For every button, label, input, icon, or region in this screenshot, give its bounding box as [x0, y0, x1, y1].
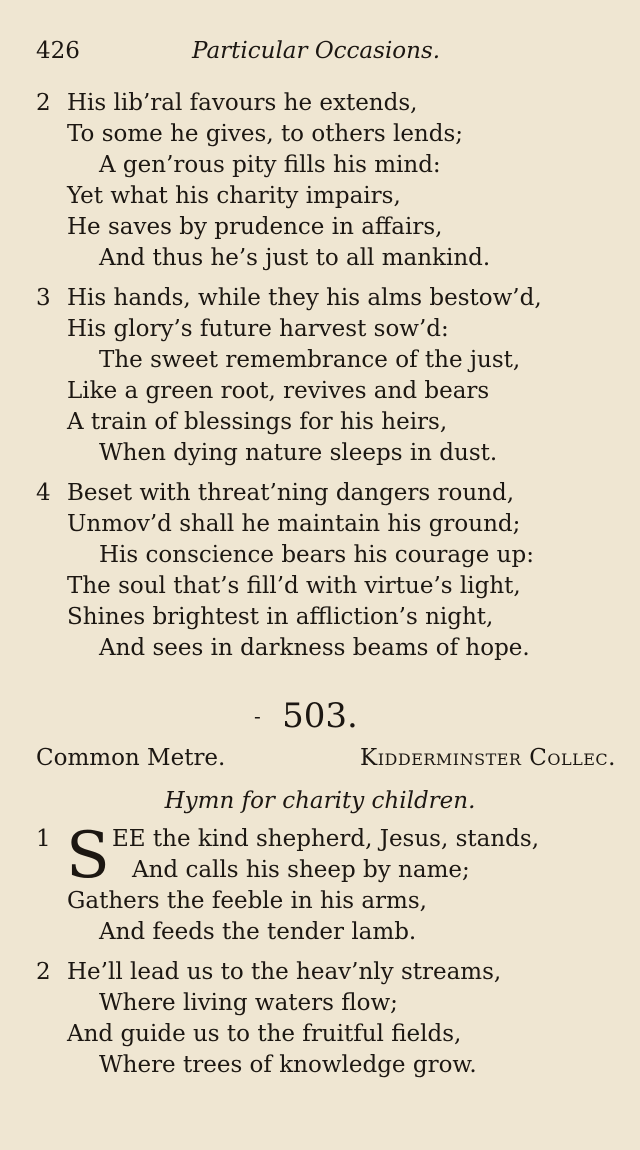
- verse-line: And sees in darkness beams of hope.: [99, 635, 530, 661]
- verse-line: Where trees of knowledge grow.: [99, 1052, 477, 1078]
- hymn-number-text: 503.: [282, 696, 358, 736]
- verse-line: And thus he’s just to all mankind.: [99, 245, 491, 271]
- running-head: Particular Occasions.: [192, 38, 441, 64]
- verse-line: Yet what his charity impairs,: [67, 183, 401, 209]
- stanza-number: 1: [36, 826, 51, 852]
- verse-line: His glory’s future harvest sow’d:: [67, 316, 449, 342]
- verse-line: Gathers the feeble in his arms,: [67, 888, 427, 914]
- hymn-stanza-1: [36, 855, 616, 948]
- drop-cap: S: [66, 819, 110, 893]
- verse-line: He saves by prudence in affairs,: [67, 214, 443, 240]
- verse-line: 3 His hands, while they his alms bestow’d,: [36, 283, 616, 314]
- hymn-subtitle: Hymn for charity children.: [164, 788, 476, 814]
- verse-line: His conscience bears his courage up:: [99, 542, 534, 568]
- verse-line: Unmov’d shall he maintain his ground;: [67, 511, 521, 537]
- verse-line: The soul that’s fill’d with virtue’s light,: [67, 573, 521, 599]
- stanza-3: [36, 283, 616, 469]
- stanza-number: 2: [36, 90, 51, 116]
- verse-line: A train of blessings for his heirs,: [67, 409, 448, 435]
- stanza-number: 4: [36, 480, 51, 506]
- verse-line: Like a green root, revives and bears: [67, 378, 490, 404]
- hymn-number: [0, 694, 640, 738]
- verse-line: EE the kind shepherd, Jesus, stands,: [112, 826, 540, 852]
- verse-line: The sweet remembrance of the just,: [99, 347, 521, 373]
- verse-line: And feeds the tender lamb.: [99, 919, 417, 945]
- hymn-number-dash: -: [254, 704, 261, 728]
- verse-line: And guide us to the fruitful fields,: [67, 1021, 462, 1047]
- stanza-number: 3: [36, 285, 51, 311]
- meter: Common Metre.: [36, 745, 226, 771]
- verse-line: To some he gives, to others lends;: [67, 121, 464, 147]
- page-number: 426: [36, 38, 80, 64]
- stanza-2: [36, 88, 616, 274]
- verse-line: 2 His lib’ral favours he extends,: [36, 88, 616, 119]
- hymn-stanza-2: [36, 957, 616, 1081]
- verse-line: Where living waters flow;: [99, 990, 398, 1016]
- tune-name: Kidderminster Collec.: [360, 745, 616, 771]
- verse-line: And calls his sheep by name;: [132, 857, 470, 883]
- stanza-number: 2: [36, 959, 51, 985]
- verse-line: A gen’rous pity fills his mind:: [99, 152, 441, 178]
- page-header: [36, 38, 604, 70]
- verse-line: 4 Beset with threat’ning dangers round,: [36, 478, 616, 509]
- verse-line: 2 He’ll lead us to the heav’nly streams,: [36, 957, 616, 988]
- stanza-4: [36, 478, 616, 664]
- verse-line: Shines brightest in affliction’s night,: [67, 604, 494, 630]
- verse-line: When dying nature sleeps in dust.: [99, 440, 498, 466]
